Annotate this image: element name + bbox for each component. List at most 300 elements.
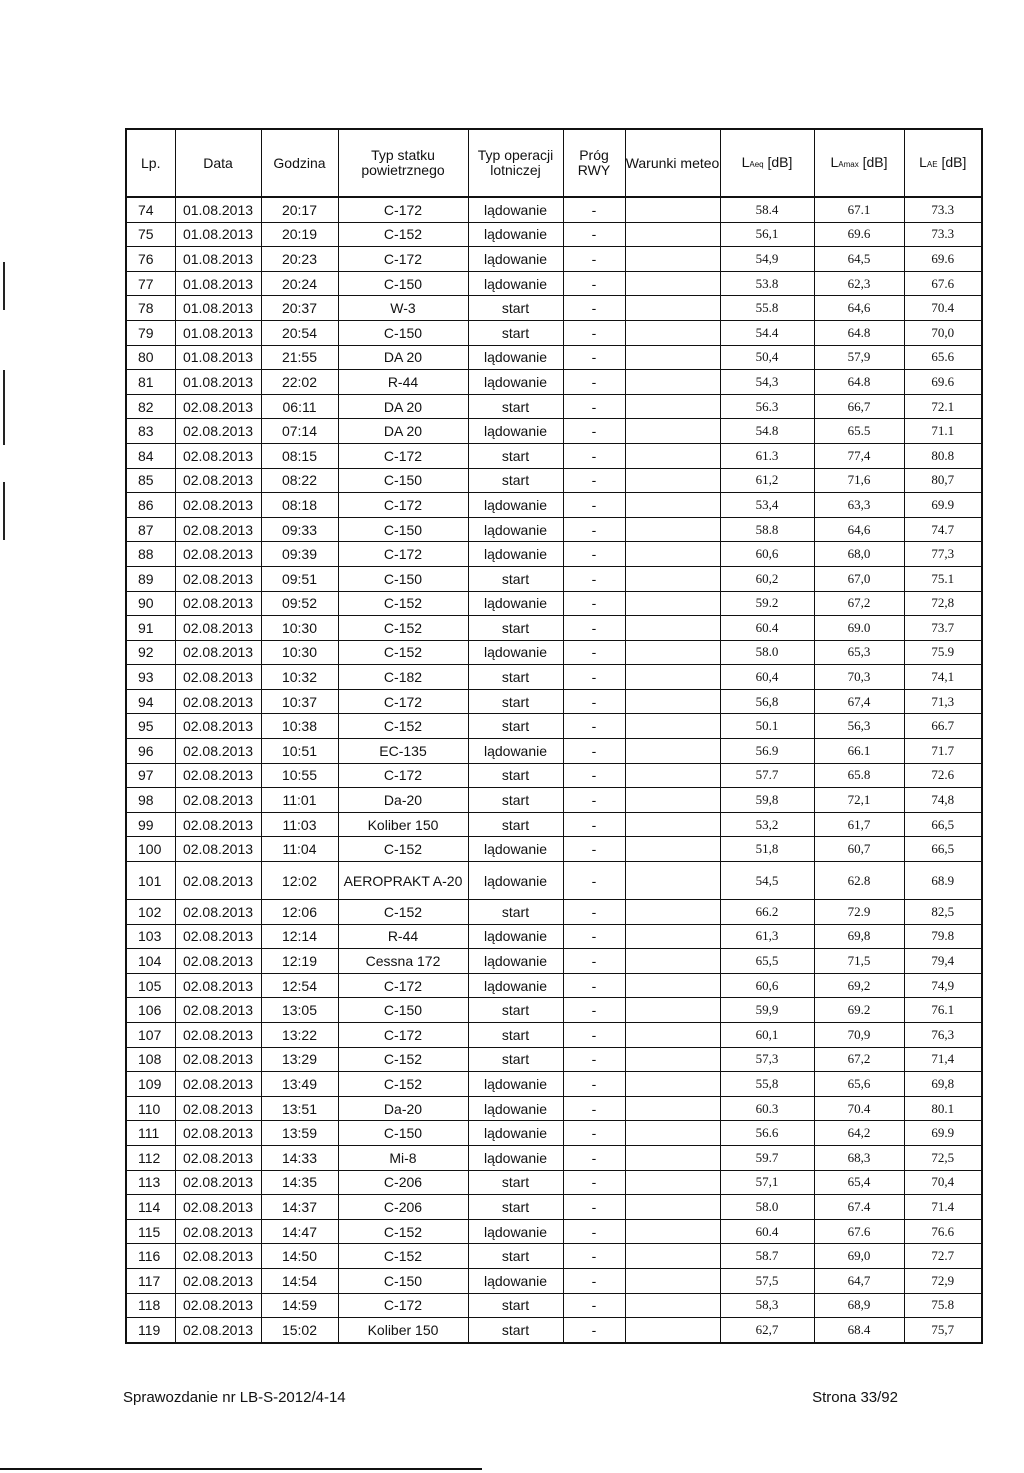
cell-runway-threshold: -	[563, 1121, 625, 1146]
table-row	[126, 812, 982, 837]
cell-time: 10:55	[261, 763, 338, 788]
table-row	[126, 1121, 982, 1146]
cell-weather	[625, 739, 720, 764]
cell-runway-threshold: -	[563, 1096, 625, 1121]
cell-date: 02.08.2013	[175, 812, 261, 837]
cell-operation-type: start	[468, 763, 563, 788]
table-row	[126, 1219, 982, 1244]
cell-runway-threshold: -	[563, 1318, 625, 1343]
cell-operation-type: lądowanie	[468, 517, 563, 542]
cell-lae: 71,4	[904, 1047, 982, 1072]
bottom-rule	[0, 1468, 482, 1470]
cell-lp: 102	[126, 900, 175, 925]
cell-time: 13:51	[261, 1096, 338, 1121]
cell-runway-threshold: -	[563, 788, 625, 813]
cell-aircraft-type: C-150	[338, 271, 468, 296]
cell-weather	[625, 788, 720, 813]
cell-lae: 71.7	[904, 739, 982, 764]
cell-runway-threshold: -	[563, 739, 625, 764]
cell-lamax: 66.1	[814, 739, 904, 764]
cell-operation-type: lądowanie	[468, 222, 563, 247]
table-row	[126, 443, 982, 468]
cell-lp: 89	[126, 566, 175, 591]
table-row	[126, 640, 982, 665]
cell-lae: 72,5	[904, 1145, 982, 1170]
cell-lae: 65.6	[904, 345, 982, 370]
cell-lp: 110	[126, 1096, 175, 1121]
cell-laeq: 65,5	[720, 949, 814, 974]
table-row	[126, 394, 982, 419]
cell-operation-type: lądowanie	[468, 949, 563, 974]
header-warunki-meteo: Warunki meteo	[625, 129, 720, 197]
cell-lamax: 69.0	[814, 616, 904, 641]
cell-weather	[625, 998, 720, 1023]
cell-runway-threshold: -	[563, 1268, 625, 1293]
cell-weather	[625, 468, 720, 493]
cell-date: 02.08.2013	[175, 998, 261, 1023]
cell-laeq: 57,1	[720, 1170, 814, 1195]
header-laeq-main: L	[741, 153, 750, 170]
cell-laeq: 60,6	[720, 542, 814, 567]
cell-lamax: 67.6	[814, 1219, 904, 1244]
cell-weather	[625, 1145, 720, 1170]
cell-laeq: 60,4	[720, 665, 814, 690]
cell-lamax: 69.2	[814, 998, 904, 1023]
cell-lae: 79,4	[904, 949, 982, 974]
cell-runway-threshold: -	[563, 812, 625, 837]
cell-lp: 104	[126, 949, 175, 974]
cell-weather	[625, 197, 720, 222]
cell-runway-threshold: -	[563, 1293, 625, 1318]
cell-runway-threshold: -	[563, 222, 625, 247]
cell-lamax: 64,7	[814, 1268, 904, 1293]
cell-date: 01.08.2013	[175, 222, 261, 247]
cell-date: 02.08.2013	[175, 591, 261, 616]
cell-runway-threshold: -	[563, 973, 625, 998]
header-lp: Lp.	[126, 129, 175, 197]
cell-lamax: 68,0	[814, 542, 904, 567]
cell-aircraft-type: R-44	[338, 924, 468, 949]
report-number: Sprawozdanie nr LB-S-2012/4-14	[123, 1389, 346, 1406]
cell-time: 13:05	[261, 998, 338, 1023]
cell-weather	[625, 1023, 720, 1048]
cell-operation-type: lądowanie	[468, 1268, 563, 1293]
cell-aircraft-type: EC-135	[338, 739, 468, 764]
cell-weather	[625, 542, 720, 567]
cell-laeq: 60,6	[720, 973, 814, 998]
cell-lp: 98	[126, 788, 175, 813]
table-row	[126, 1072, 982, 1097]
cell-weather	[625, 689, 720, 714]
cell-lp: 97	[126, 763, 175, 788]
cell-aircraft-type: C-172	[338, 542, 468, 567]
cell-time: 10:37	[261, 689, 338, 714]
header-laeq-sub: Aeq	[749, 159, 764, 169]
cell-weather	[625, 1170, 720, 1195]
cell-time: 14:35	[261, 1170, 338, 1195]
cell-aircraft-type: C-150	[338, 1268, 468, 1293]
cell-operation-type: lądowanie	[468, 247, 563, 272]
cell-weather	[625, 493, 720, 518]
cell-runway-threshold: -	[563, 689, 625, 714]
table-row	[126, 949, 982, 974]
cell-time: 10:30	[261, 616, 338, 641]
cell-lamax: 72,1	[814, 788, 904, 813]
cell-lae: 72,9	[904, 1268, 982, 1293]
cell-lamax: 64,6	[814, 517, 904, 542]
table-row	[126, 1145, 982, 1170]
cell-time: 21:55	[261, 345, 338, 370]
cell-date: 02.08.2013	[175, 924, 261, 949]
binder-mark	[3, 370, 5, 445]
table-row	[126, 1023, 982, 1048]
cell-weather	[625, 812, 720, 837]
cell-lamax: 65.8	[814, 763, 904, 788]
cell-weather	[625, 837, 720, 862]
cell-runway-threshold: -	[563, 394, 625, 419]
cell-laeq: 51,8	[720, 837, 814, 862]
cell-laeq: 59.7	[720, 1145, 814, 1170]
cell-aircraft-type: C-172	[338, 763, 468, 788]
cell-runway-threshold: -	[563, 714, 625, 739]
cell-date: 02.08.2013	[175, 616, 261, 641]
cell-runway-threshold: -	[563, 345, 625, 370]
cell-runway-threshold: -	[563, 296, 625, 321]
cell-operation-type: start	[468, 788, 563, 813]
cell-weather	[625, 1096, 720, 1121]
cell-weather	[625, 763, 720, 788]
cell-time: 08:15	[261, 443, 338, 468]
cell-aircraft-type: C-206	[338, 1195, 468, 1220]
cell-time: 12:14	[261, 924, 338, 949]
cell-time: 10:30	[261, 640, 338, 665]
cell-date: 02.08.2013	[175, 900, 261, 925]
cell-runway-threshold: -	[563, 1072, 625, 1097]
cell-lamax: 69.6	[814, 222, 904, 247]
cell-lp: 106	[126, 998, 175, 1023]
cell-laeq: 57.7	[720, 763, 814, 788]
cell-lamax: 64.8	[814, 370, 904, 395]
cell-date: 02.08.2013	[175, 394, 261, 419]
cell-aircraft-type: R-44	[338, 370, 468, 395]
cell-lp: 118	[126, 1293, 175, 1318]
cell-lp: 75	[126, 222, 175, 247]
header-typ-operacji: Typ operacji lotniczej	[468, 129, 563, 197]
cell-lamax: 65,6	[814, 1072, 904, 1097]
cell-lae: 75.1	[904, 566, 982, 591]
cell-time: 07:14	[261, 419, 338, 444]
cell-time: 12:02	[261, 862, 338, 900]
cell-lae: 73.3	[904, 222, 982, 247]
cell-lp: 80	[126, 345, 175, 370]
cell-lp: 112	[126, 1145, 175, 1170]
cell-lae: 80.8	[904, 443, 982, 468]
cell-lamax: 56,3	[814, 714, 904, 739]
table-row	[126, 345, 982, 370]
cell-runway-threshold: -	[563, 862, 625, 900]
cell-lamax: 70,3	[814, 665, 904, 690]
cell-operation-type: start	[468, 900, 563, 925]
cell-time: 10:51	[261, 739, 338, 764]
cell-runway-threshold: -	[563, 468, 625, 493]
cell-weather	[625, 345, 720, 370]
cell-operation-type: lądowanie	[468, 345, 563, 370]
cell-time: 09:52	[261, 591, 338, 616]
cell-lp: 79	[126, 320, 175, 345]
table-row	[126, 1244, 982, 1269]
cell-date: 02.08.2013	[175, 566, 261, 591]
header-lae	[904, 129, 982, 197]
table-row	[126, 1047, 982, 1072]
header-lae-sub: AE	[926, 159, 938, 169]
cell-laeq: 58.4	[720, 197, 814, 222]
cell-laeq: 59,9	[720, 998, 814, 1023]
cell-lp: 95	[126, 714, 175, 739]
cell-aircraft-type: C-172	[338, 493, 468, 518]
cell-date: 02.08.2013	[175, 665, 261, 690]
cell-date: 02.08.2013	[175, 1268, 261, 1293]
cell-weather	[625, 443, 720, 468]
cell-laeq: 54,5	[720, 862, 814, 900]
cell-operation-type: start	[468, 320, 563, 345]
cell-date: 02.08.2013	[175, 763, 261, 788]
cell-lamax: 64.8	[814, 320, 904, 345]
table-row	[126, 197, 982, 222]
table-row	[126, 862, 982, 900]
cell-date: 02.08.2013	[175, 640, 261, 665]
cell-lae: 72.1	[904, 394, 982, 419]
cell-operation-type: lądowanie	[468, 493, 563, 518]
table-row	[126, 714, 982, 739]
cell-lae: 71.1	[904, 419, 982, 444]
noise-measurement-table	[125, 128, 983, 1344]
cell-weather	[625, 296, 720, 321]
cell-laeq: 56.3	[720, 394, 814, 419]
cell-aircraft-type: C-152	[338, 1072, 468, 1097]
table-row	[126, 924, 982, 949]
cell-laeq: 56.9	[720, 739, 814, 764]
cell-date: 01.08.2013	[175, 197, 261, 222]
cell-lae: 67.6	[904, 271, 982, 296]
cell-time: 08:18	[261, 493, 338, 518]
cell-operation-type: lądowanie	[468, 370, 563, 395]
cell-lamax: 62,3	[814, 271, 904, 296]
cell-weather	[625, 566, 720, 591]
cell-runway-threshold: -	[563, 419, 625, 444]
table-row	[126, 1318, 982, 1343]
cell-lae: 69.9	[904, 493, 982, 518]
cell-weather	[625, 616, 720, 641]
cell-lp: 86	[126, 493, 175, 518]
cell-date: 02.08.2013	[175, 517, 261, 542]
cell-lamax: 60,7	[814, 837, 904, 862]
cell-laeq: 56,1	[720, 222, 814, 247]
table-row	[126, 837, 982, 862]
cell-laeq: 60.4	[720, 1219, 814, 1244]
table-row	[126, 1293, 982, 1318]
table-row	[126, 222, 982, 247]
cell-lae: 75.9	[904, 640, 982, 665]
cell-laeq: 62,7	[720, 1318, 814, 1343]
cell-laeq: 60,1	[720, 1023, 814, 1048]
cell-lae: 74,9	[904, 973, 982, 998]
cell-aircraft-type: C-172	[338, 973, 468, 998]
cell-lp: 84	[126, 443, 175, 468]
cell-weather	[625, 665, 720, 690]
cell-operation-type: start	[468, 296, 563, 321]
header-lamax-unit: [dB]	[858, 153, 888, 170]
cell-operation-type: lądowanie	[468, 1145, 563, 1170]
cell-lamax: 65,3	[814, 640, 904, 665]
cell-time: 12:54	[261, 973, 338, 998]
cell-lamax: 66,7	[814, 394, 904, 419]
cell-aircraft-type: Cessna 172	[338, 949, 468, 974]
cell-aircraft-type: Koliber 150	[338, 812, 468, 837]
cell-date: 02.08.2013	[175, 739, 261, 764]
cell-runway-threshold: -	[563, 320, 625, 345]
header-lamax-main: L	[830, 153, 839, 170]
table-row	[126, 788, 982, 813]
cell-weather	[625, 370, 720, 395]
cell-time: 20:54	[261, 320, 338, 345]
cell-weather	[625, 394, 720, 419]
cell-laeq: 59,8	[720, 788, 814, 813]
cell-lamax: 67.1	[814, 197, 904, 222]
cell-weather	[625, 1293, 720, 1318]
cell-runway-threshold: -	[563, 1145, 625, 1170]
cell-aircraft-type: W-3	[338, 296, 468, 321]
cell-aircraft-type: Koliber 150	[338, 1318, 468, 1343]
cell-operation-type: lądowanie	[468, 640, 563, 665]
cell-lp: 108	[126, 1047, 175, 1072]
cell-lae: 71.4	[904, 1195, 982, 1220]
cell-weather	[625, 714, 720, 739]
cell-lp: 94	[126, 689, 175, 714]
cell-aircraft-type: C-150	[338, 998, 468, 1023]
cell-operation-type: lądowanie	[468, 739, 563, 764]
cell-date: 02.08.2013	[175, 419, 261, 444]
cell-lae: 80,7	[904, 468, 982, 493]
cell-aircraft-type: C-152	[338, 640, 468, 665]
cell-lae: 66.7	[904, 714, 982, 739]
cell-lae: 70.4	[904, 296, 982, 321]
cell-operation-type: start	[468, 998, 563, 1023]
cell-lae: 74,8	[904, 788, 982, 813]
cell-operation-type: start	[468, 714, 563, 739]
cell-aircraft-type: C-172	[338, 247, 468, 272]
cell-runway-threshold: -	[563, 197, 625, 222]
cell-operation-type: start	[468, 1195, 563, 1220]
cell-weather	[625, 1072, 720, 1097]
cell-time: 14:54	[261, 1268, 338, 1293]
cell-date: 02.08.2013	[175, 1145, 261, 1170]
cell-date: 02.08.2013	[175, 949, 261, 974]
cell-operation-type: lądowanie	[468, 271, 563, 296]
cell-laeq: 57,5	[720, 1268, 814, 1293]
cell-lae: 76.6	[904, 1219, 982, 1244]
cell-aircraft-type: C-152	[338, 714, 468, 739]
cell-lamax: 63,3	[814, 493, 904, 518]
table-row	[126, 320, 982, 345]
cell-time: 09:51	[261, 566, 338, 591]
cell-laeq: 56,8	[720, 689, 814, 714]
table-row	[126, 689, 982, 714]
cell-lamax: 67,4	[814, 689, 904, 714]
cell-laeq: 54,3	[720, 370, 814, 395]
cell-time: 22:02	[261, 370, 338, 395]
cell-lp: 82	[126, 394, 175, 419]
table-row	[126, 665, 982, 690]
cell-lp: 117	[126, 1268, 175, 1293]
cell-time: 15:02	[261, 1318, 338, 1343]
cell-date: 02.08.2013	[175, 1047, 261, 1072]
cell-laeq: 66.2	[720, 900, 814, 925]
cell-weather	[625, 247, 720, 272]
cell-runway-threshold: -	[563, 247, 625, 272]
cell-weather	[625, 1047, 720, 1072]
table-row	[126, 493, 982, 518]
cell-aircraft-type: C-150	[338, 566, 468, 591]
cell-runway-threshold: -	[563, 1170, 625, 1195]
table-row	[126, 1195, 982, 1220]
cell-operation-type: start	[468, 665, 563, 690]
table-body	[126, 197, 982, 1343]
cell-time: 20:37	[261, 296, 338, 321]
cell-time: 13:29	[261, 1047, 338, 1072]
cell-aircraft-type: C-182	[338, 665, 468, 690]
cell-date: 02.08.2013	[175, 973, 261, 998]
table-row	[126, 616, 982, 641]
cell-lp: 116	[126, 1244, 175, 1269]
cell-lae: 73.3	[904, 197, 982, 222]
cell-runway-threshold: -	[563, 837, 625, 862]
cell-weather	[625, 1268, 720, 1293]
cell-aircraft-type: DA 20	[338, 394, 468, 419]
cell-runway-threshold: -	[563, 924, 625, 949]
cell-laeq: 58,3	[720, 1293, 814, 1318]
cell-laeq: 55,8	[720, 1072, 814, 1097]
binder-mark	[3, 262, 5, 310]
cell-aircraft-type: DA 20	[338, 345, 468, 370]
cell-lp: 100	[126, 837, 175, 862]
cell-weather	[625, 1219, 720, 1244]
table-row	[126, 296, 982, 321]
cell-aircraft-type: Da-20	[338, 1096, 468, 1121]
cell-laeq: 53,2	[720, 812, 814, 837]
cell-time: 20:17	[261, 197, 338, 222]
cell-lae: 69.9	[904, 1121, 982, 1146]
cell-time: 12:19	[261, 949, 338, 974]
cell-aircraft-type: C-172	[338, 443, 468, 468]
cell-lp: 114	[126, 1195, 175, 1220]
cell-lamax: 64,2	[814, 1121, 904, 1146]
header-lae-unit: [dB]	[937, 153, 967, 170]
cell-runway-threshold: -	[563, 949, 625, 974]
cell-lamax: 68.4	[814, 1318, 904, 1343]
cell-time: 11:01	[261, 788, 338, 813]
cell-runway-threshold: -	[563, 591, 625, 616]
cell-time: 12:06	[261, 900, 338, 925]
cell-lae: 72.7	[904, 1244, 982, 1269]
cell-laeq: 58.8	[720, 517, 814, 542]
cell-laeq: 50,4	[720, 345, 814, 370]
cell-weather	[625, 222, 720, 247]
cell-operation-type: lądowanie	[468, 862, 563, 900]
cell-lp: 74	[126, 197, 175, 222]
cell-aircraft-type: C-206	[338, 1170, 468, 1195]
cell-operation-type: start	[468, 1170, 563, 1195]
cell-weather	[625, 949, 720, 974]
